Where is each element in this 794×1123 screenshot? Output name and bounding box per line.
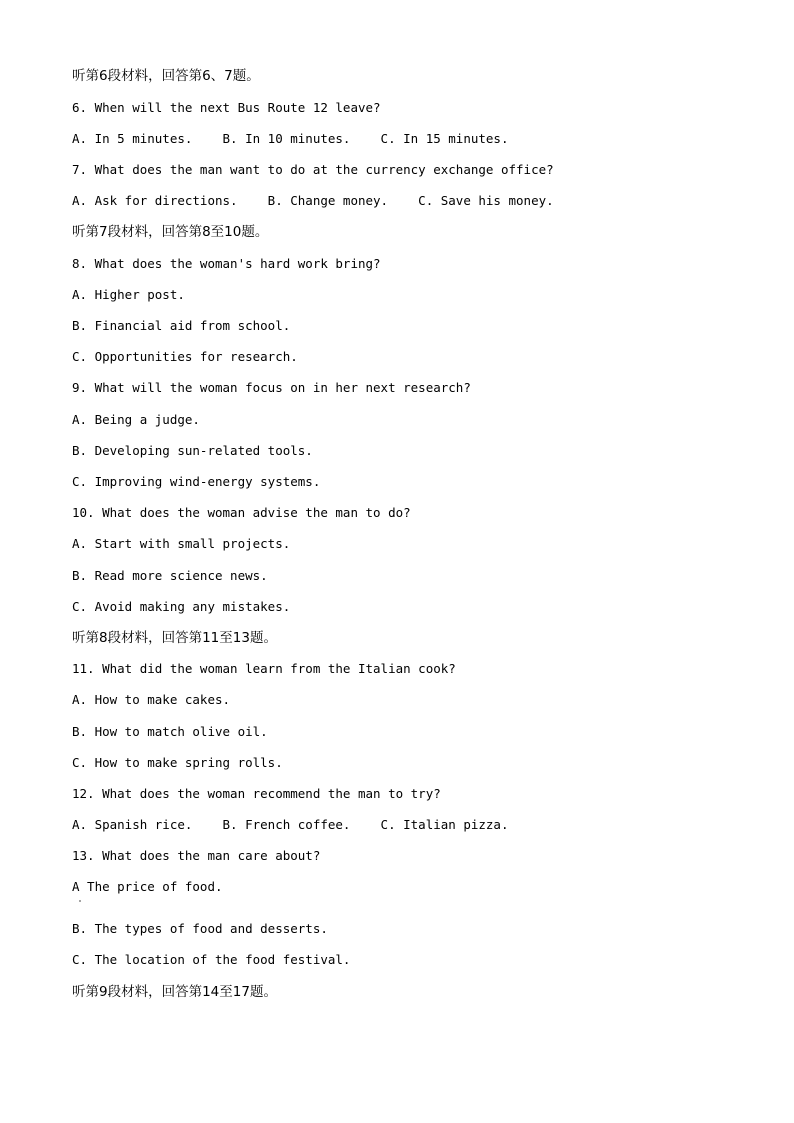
section-heading-6: 听第6段材料，回答第6、7题。 xyxy=(72,68,260,84)
option-13c: C. The location of the food festival. xyxy=(72,952,351,967)
option-9b: B. Developing sun-related tools. xyxy=(72,443,313,458)
option-9a: A. Being a judge. xyxy=(72,412,200,427)
question-11: 11. What did the woman learn from the Italian cook? xyxy=(72,661,456,676)
option-13a: A The price of food. xyxy=(72,879,223,894)
section-heading-8: 听第8段材料，回答第11至13题。 xyxy=(72,630,277,646)
question-9: 9. What will the woman focus on in her next research? xyxy=(72,380,471,395)
option-8b: B. Financial aid from school. xyxy=(72,318,291,333)
question-6: 6. When will the next Bus Route 12 leave? xyxy=(72,100,381,115)
question-12: 12. What does the woman recommend the man to try? xyxy=(72,786,441,801)
option-8a: A. Higher post. xyxy=(72,287,185,302)
question-10: 10. What does the woman advise the man to do? xyxy=(72,505,411,520)
section-heading-7: 听第7段材料，回答第8至10题。 xyxy=(72,224,269,240)
section-heading-9: 听第9段材料，回答第14至17题。 xyxy=(72,984,277,1000)
option-10a: A. Start with small projects. xyxy=(72,536,291,551)
option-9c: C. Improving wind-energy systems. xyxy=(72,474,321,489)
options-12: A. Spanish rice. B. French coffee. C. Italian pizza. xyxy=(72,817,509,832)
option-10c: C. Avoid making any mistakes. xyxy=(72,599,291,614)
option-10b: B. Read more science news. xyxy=(72,568,268,583)
option-13b: B. The types of food and desserts. xyxy=(72,921,328,936)
options-6: A. In 5 minutes. B. In 10 minutes. C. In 15 minutes. xyxy=(72,131,509,146)
question-8: 8. What does the woman's hard work bring? xyxy=(72,256,381,271)
option-11c: C. How to make spring rolls. xyxy=(72,755,283,770)
option-11b: B. How to match olive oil. xyxy=(72,724,268,739)
options-7: A. Ask for directions. B. Change money. C. Save his money. xyxy=(72,193,554,208)
option-8c: C. Opportunities for research. xyxy=(72,349,298,364)
question-13: 13. What does the man care about? xyxy=(72,848,321,863)
option-11a: A. How to make cakes. xyxy=(72,692,231,707)
question-7: 7. What does the man want to do at the currency exchange office? xyxy=(72,162,554,177)
stray-mark xyxy=(79,900,81,902)
